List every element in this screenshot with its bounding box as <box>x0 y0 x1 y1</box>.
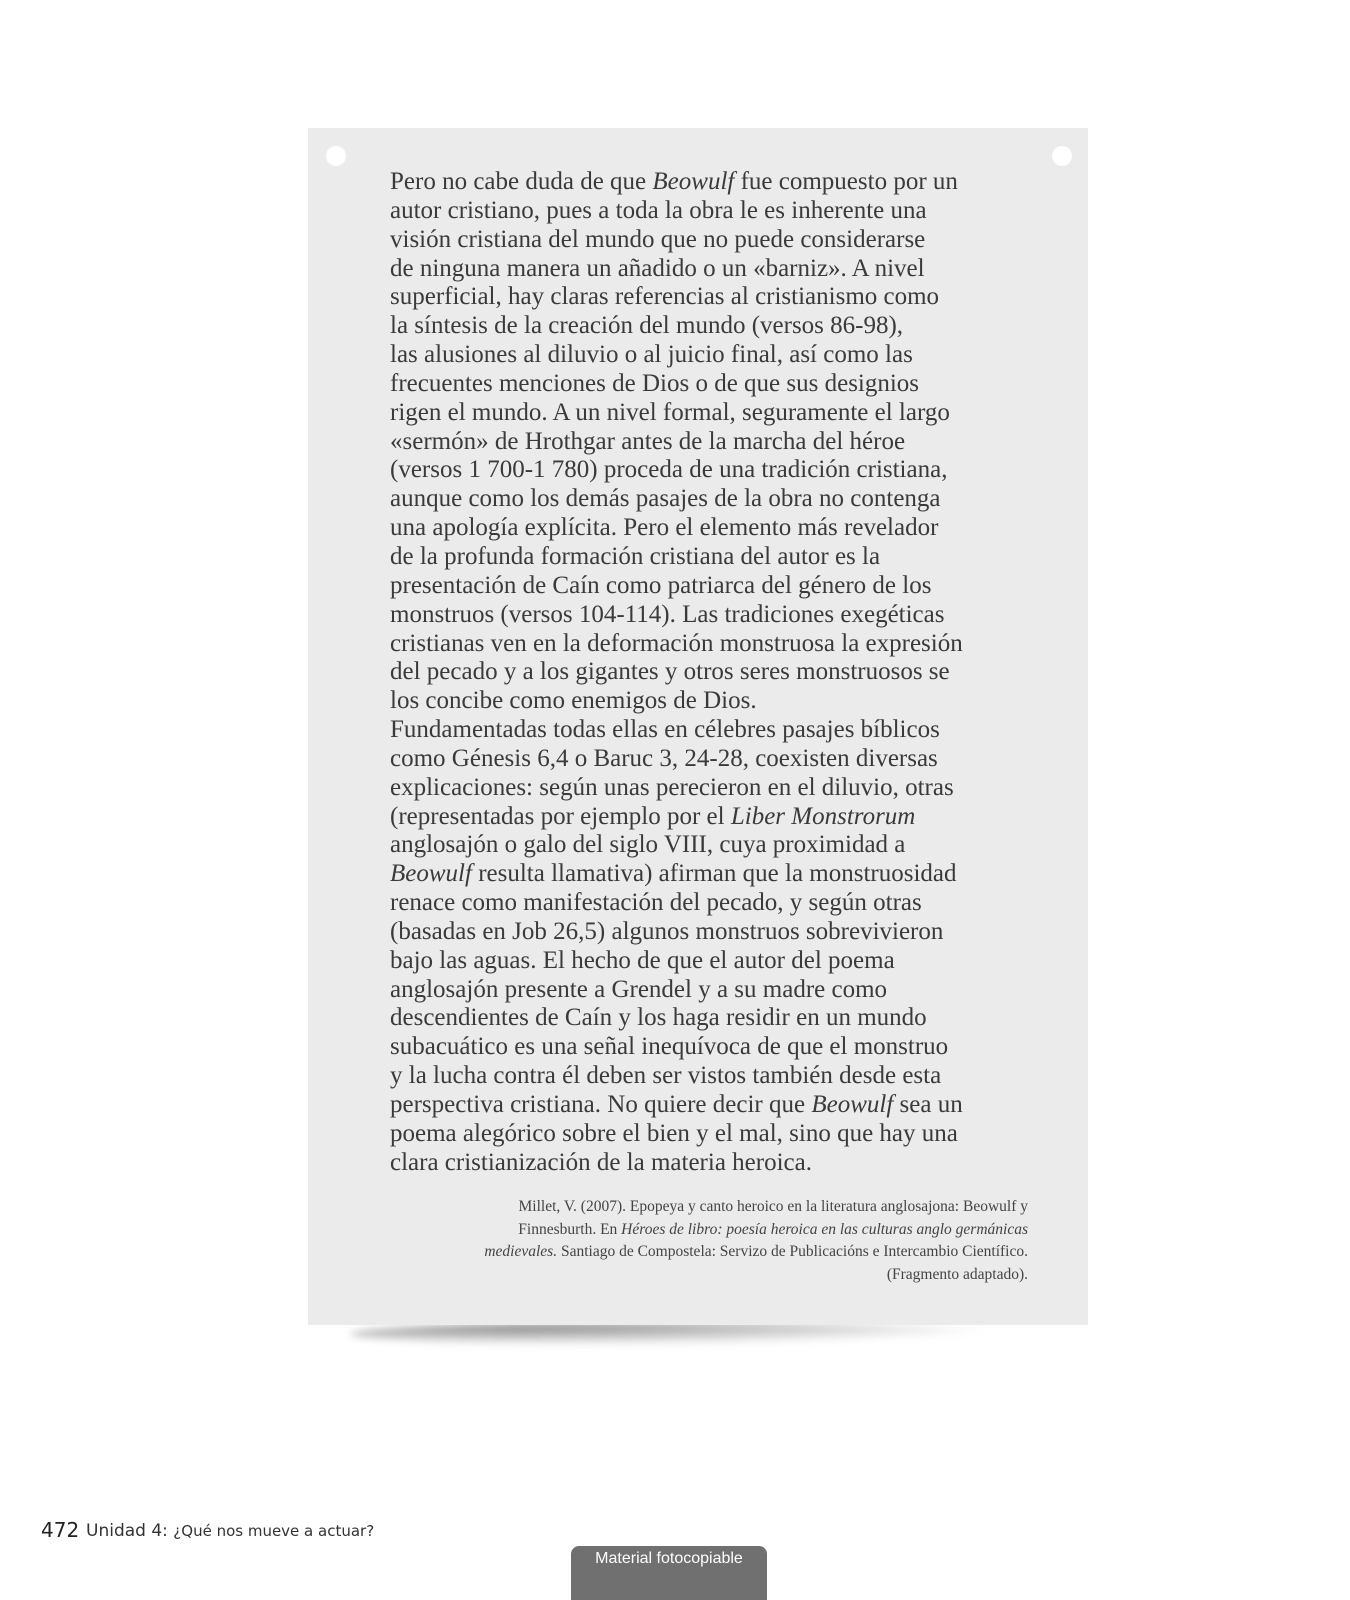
article-line <box>390 399 1070 428</box>
article-italic-text: Beowulf <box>390 860 472 888</box>
article-line <box>390 745 1070 774</box>
article-text: anglosajón o galo del siglo VIII, cuya proximidad a <box>390 831 906 859</box>
article-line <box>390 572 1070 601</box>
article-line <box>390 312 1070 341</box>
article-text: las alusiones al diluvio o al juicio final, así como las <box>390 341 913 369</box>
article-body <box>390 168 1070 1178</box>
text-card <box>308 128 1088 1325</box>
article-line <box>390 1033 1070 1062</box>
article-text: Pero no cabe duda de que <box>390 168 653 195</box>
article-line <box>390 1062 1070 1091</box>
article-line <box>390 370 1070 399</box>
article-text: frecuentes menciones de Dios o de que sus designios <box>390 369 920 397</box>
article-text: descendientes de Caín y los haga residir en un mundo <box>390 1004 927 1032</box>
citation-italic-text: medievales. <box>484 1243 558 1260</box>
article-line <box>390 485 1070 514</box>
article-text: resulta llamativa) afirman que la monstruosidad <box>471 860 957 888</box>
article-line <box>390 1149 1070 1178</box>
article-line <box>390 976 1070 1005</box>
article-text: superficial, hay claras referencias al cristianismo como <box>390 283 940 311</box>
article-text: fue compuesto por un <box>734 168 958 195</box>
citation-line <box>388 1264 1028 1287</box>
unit-title <box>86 1521 374 1541</box>
article-line <box>390 947 1070 976</box>
article-line <box>390 1004 1070 1033</box>
citation-line <box>388 1241 1028 1264</box>
article-line <box>390 283 1070 312</box>
article-line <box>390 543 1070 572</box>
article-text: y la lucha contra él deben ser vistos también desde esta <box>390 1062 942 1090</box>
article-text: autor cristiano, pues a toda la obra le es inherente una <box>390 196 927 224</box>
article-text: anglosajón presente a Grendel y a su madre como <box>390 975 888 1003</box>
article-text: perspectiva cristiana. No quiere decir que <box>390 1091 812 1118</box>
citation-text: Finnesburth. En <box>518 1220 622 1238</box>
article-line <box>390 774 1070 803</box>
article-line <box>390 831 1070 860</box>
citation-italic-text: Héroes de libro: poesía heroica en las culturas anglo germánicas <box>621 1220 1028 1238</box>
article-text: renace como manifestación del pecado, y según otras <box>390 889 922 917</box>
article-line <box>390 889 1070 918</box>
article-text: la síntesis de la creación del mundo (versos 86-98), <box>390 312 904 340</box>
article-line <box>390 1120 1070 1149</box>
article-text: poema alegórico sobre el bien y el mal, sino que hay una <box>390 1119 958 1147</box>
citation-text: (Fragmento adaptado). <box>886 1265 1028 1283</box>
unit-question: ¿Qué nos mueve a actuar? <box>173 1522 375 1540</box>
photocopiable-badge: Material fotocopiable <box>571 1546 767 1600</box>
article-line <box>390 1091 1070 1120</box>
article-line <box>390 918 1070 947</box>
article-line <box>390 168 1070 197</box>
article-text: de la profunda formación cristiana del autor es la <box>390 542 881 570</box>
article-text: subacuático es una señal inequívoca de que el monstruo <box>390 1033 949 1061</box>
article-line <box>390 226 1070 255</box>
article-text: bajo las aguas. El hecho de que el autor del poema <box>390 946 895 974</box>
article-italic-text: Beowulf <box>652 168 735 195</box>
article-line <box>390 658 1070 687</box>
article-line <box>390 601 1070 630</box>
article-line <box>390 428 1070 457</box>
article-text: como Génesis 6,4 o Baruc 3, 24-28, coexisten diversas <box>390 744 938 772</box>
citation-line <box>388 1219 1028 1242</box>
article-line <box>390 630 1070 659</box>
article-line <box>390 687 1070 716</box>
article-text: aunque como los demás pasajes de la obra no contenga <box>390 485 941 513</box>
article-line <box>390 514 1070 543</box>
article-text: Fundamentadas todas ellas en célebres pasajes bíblicos <box>390 716 940 744</box>
citation <box>388 1196 1028 1286</box>
article-italic-text: Beowulf <box>811 1091 894 1118</box>
article-line <box>390 716 1070 745</box>
article-text: monstruos (versos 104-114). Las tradiciones exegéticas <box>390 600 945 628</box>
article-text: los concibe como enemigos de Dios. <box>390 687 757 715</box>
article-text: «sermón» de Hrothgar antes de la marcha del héroe <box>390 427 906 455</box>
punch-hole-left <box>326 146 346 166</box>
article-text: explicaciones: según unas perecieron en el diluvio, otras <box>390 773 954 801</box>
article-line <box>390 456 1070 485</box>
citation-text: Santiago de Compostela: Servizo de Publicacións e Intercambio Científico. <box>557 1243 1028 1260</box>
citation-text: Millet, V. (2007). Epopeya y canto heroico en la literatura anglosajona: Beowulf y <box>518 1198 1028 1215</box>
article-text: (representadas por ejemplo por el <box>390 802 731 830</box>
article-text: de ninguna manera un añadido o un «barniz». A nivel <box>390 254 925 282</box>
card-shadow <box>350 1322 1010 1346</box>
article-text: rigen el mundo. A un nivel formal, seguramente el largo <box>390 398 950 426</box>
article-text: visión cristiana del mundo que no puede considerarse <box>390 225 926 253</box>
article-italic-text: Liber Monstrorum <box>730 802 916 830</box>
article-text: cristianas ven en la deformación monstruosa la expresión <box>390 629 963 657</box>
article-text: (versos 1 700-1 780) proceda de una tradición cristiana, <box>390 456 948 484</box>
article-line <box>390 860 1070 889</box>
citation-line <box>388 1196 1028 1219</box>
article-line <box>390 197 1070 226</box>
article-text: (basadas en Job 26,5) algunos monstruos sobrevivieron <box>390 917 944 945</box>
unit-label: Unidad 4: <box>86 1521 168 1541</box>
page-number: 472 <box>41 1518 80 1542</box>
article-line <box>390 255 1070 284</box>
article-line <box>390 803 1070 832</box>
punch-hole-right <box>1052 146 1072 166</box>
article-text: del pecado y a los gigantes y otros seres monstruosos se <box>390 658 950 686</box>
article-text: clara cristianización de la materia heroica. <box>390 1148 812 1176</box>
article-text: presentación de Caín como patriarca del género de los <box>390 571 932 599</box>
article-text: una apología explícita. Pero el elemento más revelador <box>390 514 939 542</box>
article-line <box>390 341 1070 370</box>
article-text: sea un <box>893 1091 963 1118</box>
